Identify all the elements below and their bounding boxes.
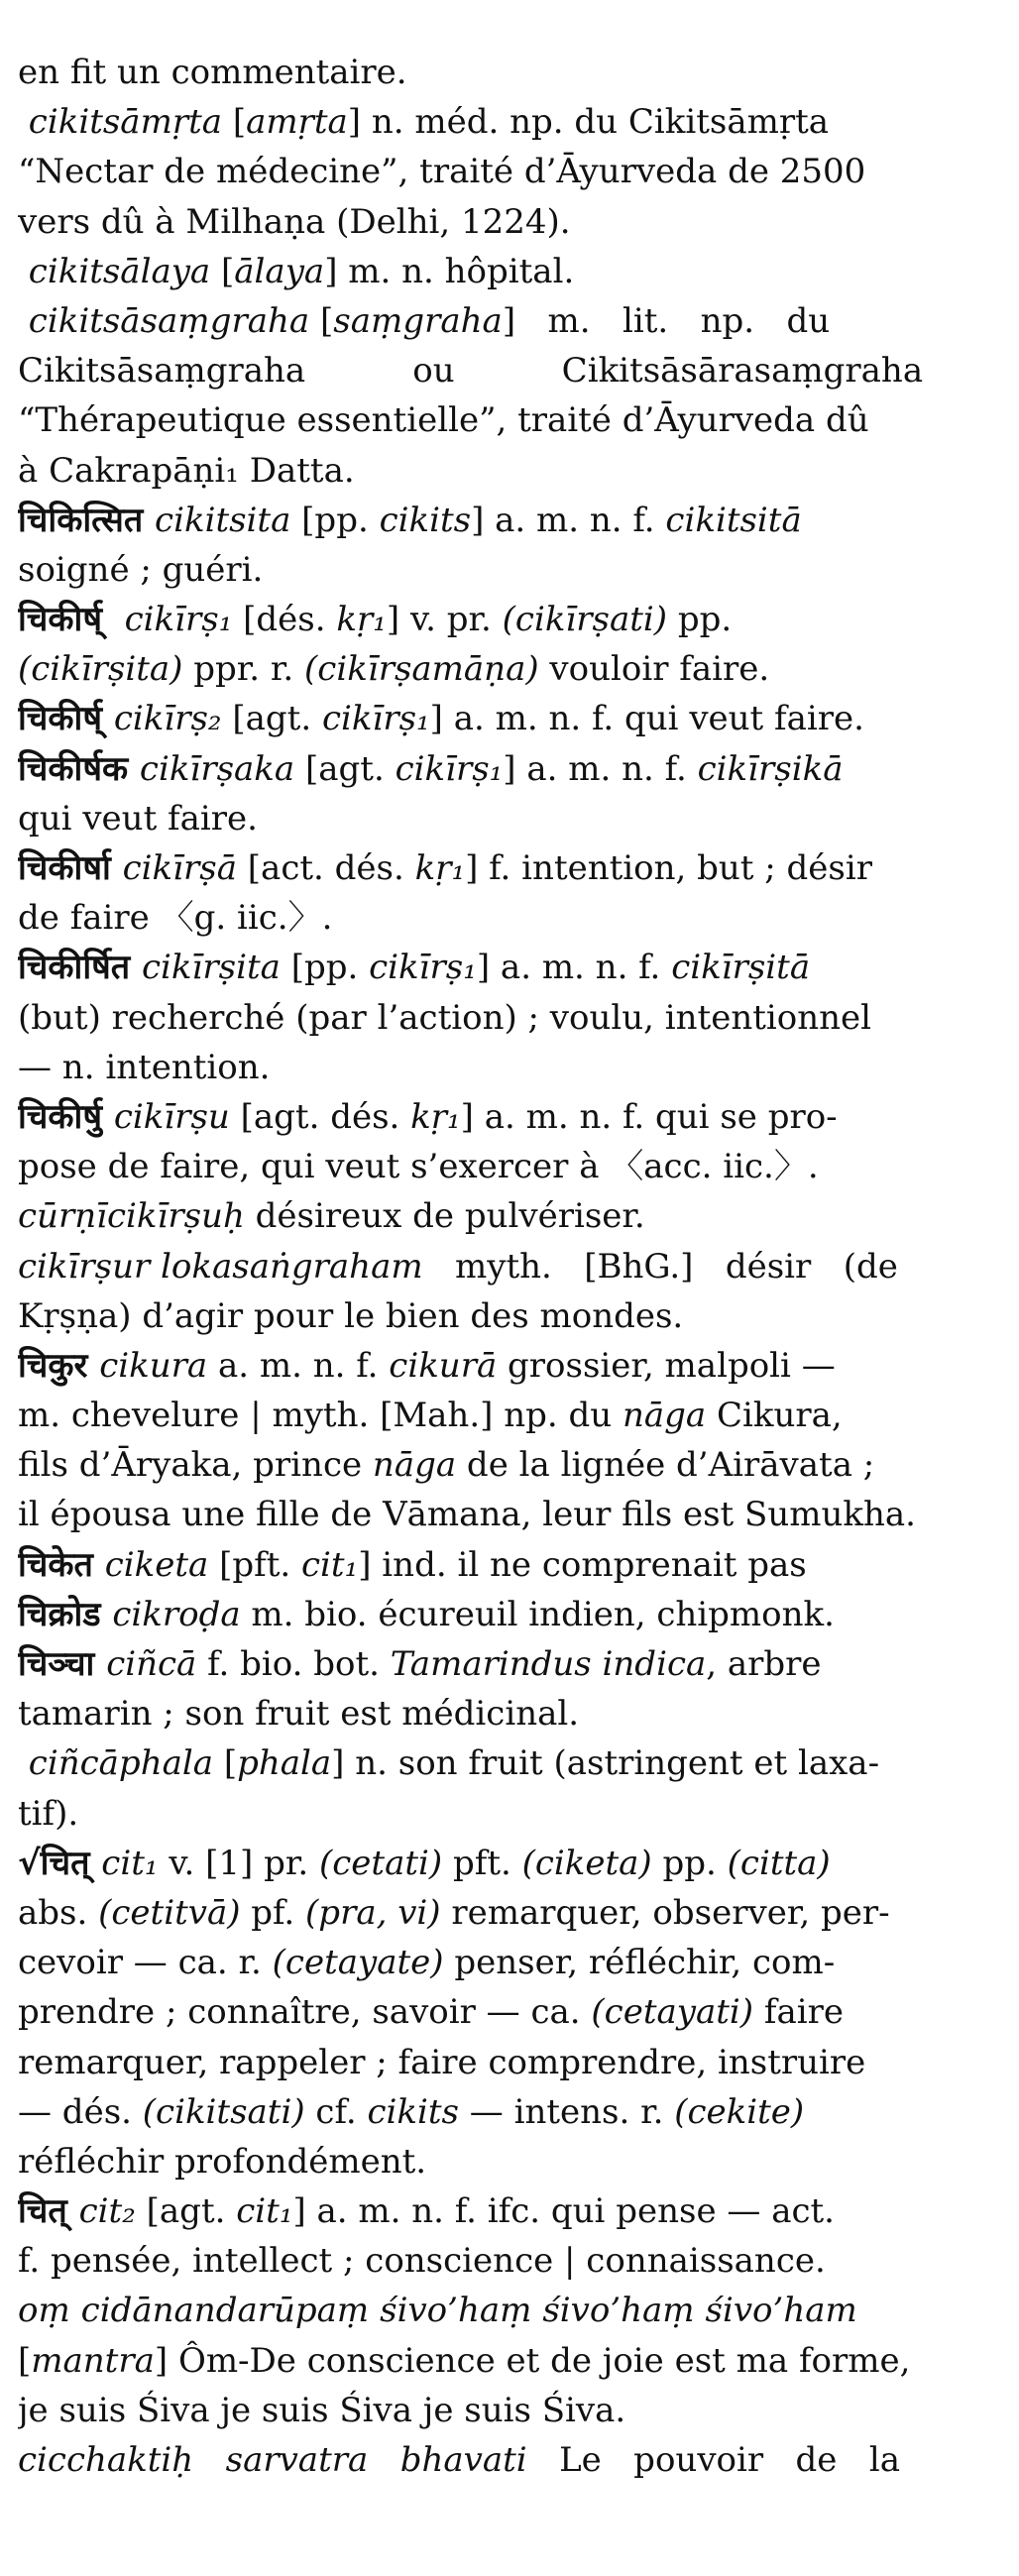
italic-text: amṛta xyxy=(246,102,348,143)
italic-text: cikīrṣā xyxy=(122,848,237,888)
text-segment: ] a. m. n. f. qui se pro- xyxy=(460,1096,838,1137)
italic-text: (ciketa) xyxy=(521,1843,652,1883)
text-line xyxy=(18,1839,928,1888)
italic-text: cikitsāmṛta xyxy=(18,102,233,143)
devanagari-headword: चिकीर्षा xyxy=(18,848,123,888)
text-line xyxy=(18,943,928,992)
text-segment: [pp. xyxy=(290,500,380,540)
text-line xyxy=(18,1938,928,1987)
italic-text: cikits xyxy=(367,2091,459,2132)
text-segment: pft. xyxy=(442,1843,522,1883)
text-segment: [dés. xyxy=(232,600,337,640)
devanagari-headword: चिकेत xyxy=(18,1544,105,1585)
text-line xyxy=(18,147,928,196)
text-line xyxy=(18,1540,928,1590)
text-line xyxy=(18,2435,928,2485)
devanagari-headword: चिक्रोड xyxy=(18,1594,113,1634)
text-line xyxy=(18,446,928,496)
italic-text: ciketa xyxy=(104,1544,209,1585)
text-segment: remarquer, observer, per- xyxy=(440,1892,890,1933)
italic-text: cicchaktiḥ sarvatra bhavati xyxy=(18,2440,527,2480)
italic-text: ciñcāphala xyxy=(18,1743,224,1784)
text-line xyxy=(18,197,928,247)
text-segment: penser, réfléchir, com- xyxy=(443,1943,836,1983)
text-line xyxy=(18,2137,928,2186)
text-segment: ] a. m. n. f. xyxy=(476,948,672,988)
text-segment: vers dû à Milhaṇa (Delhi, 1224). xyxy=(18,201,571,242)
italic-text: cit₁ xyxy=(236,2191,293,2232)
italic-text: cikīrṣ₂ xyxy=(113,699,222,739)
text-segment: f. pensée, intellect ; conscience | connaissance. xyxy=(18,2241,826,2282)
text-segment: Kṛṣṇa) d’agir pour le bien des mondes. xyxy=(18,1295,684,1336)
text-line xyxy=(18,1440,928,1490)
text-segment: [ xyxy=(223,1743,238,1784)
text-segment: remarquer, rappeler ; faire comprendre, instruire xyxy=(18,2042,866,2082)
italic-text: oṃ cidānandarūpaṃ śivo’haṃ śivo’haṃ śivo’ham xyxy=(18,2291,857,2331)
text-segment: tif). xyxy=(18,1793,79,1834)
text-segment: [pp. xyxy=(280,948,370,988)
devanagari-headword: चिकीर्षक xyxy=(18,748,140,789)
italic-text: ālaya xyxy=(234,251,325,291)
text-segment: réfléchir profondément. xyxy=(18,2141,427,2182)
text-segment: ] v. pr. xyxy=(386,600,503,640)
text-segment: Cikura, xyxy=(706,1396,843,1436)
devanagari-headword: चित् xyxy=(18,2191,79,2232)
italic-text: (cikīrṣita) xyxy=(18,649,183,690)
devanagari-headword: चिञ्चा xyxy=(18,1644,107,1684)
italic-text: cikīrṣaka xyxy=(139,748,295,789)
devanagari-headword: चिकीर्ष् xyxy=(18,600,114,640)
text-line xyxy=(18,1242,928,1291)
text-segment: tamarin ; son fruit est médicinal. xyxy=(18,1694,580,1735)
italic-text: ciñcā xyxy=(106,1644,197,1684)
text-segment: [agt. xyxy=(221,699,322,739)
italic-text: (cetati) xyxy=(318,1843,443,1883)
italic-text: cikīrṣ₁ xyxy=(369,948,477,988)
text-segment: de faire 〈g. iic.〉. xyxy=(18,898,333,939)
text-line xyxy=(18,993,928,1043)
text-line xyxy=(18,843,928,893)
italic-text: cikīrṣ₁ xyxy=(321,699,430,739)
italic-text: (cetayate) xyxy=(272,1943,444,1983)
italic-text: phala xyxy=(237,1743,332,1784)
text-line xyxy=(18,1391,928,1440)
italic-text: Tamarindus indica xyxy=(390,1644,707,1684)
text-line xyxy=(18,893,928,943)
text-segment: Cikitsāsaṃgraha ou Cikitsāsārasaṃgraha xyxy=(18,351,924,392)
text-segment: pp. xyxy=(667,600,733,640)
text-segment: abs. xyxy=(18,1892,99,1933)
text-segment: ] a. m. n. f. xyxy=(471,500,666,540)
text-line xyxy=(18,1987,928,2037)
devanagari-headword: चिकीर्षु xyxy=(18,1096,114,1137)
text-line xyxy=(18,1738,928,1788)
italic-text: (citta) xyxy=(727,1843,831,1883)
italic-text: cūrṇīcikīrṣuḥ xyxy=(18,1196,245,1237)
text-line xyxy=(18,644,928,694)
italic-text: kṛ₁ xyxy=(410,1096,461,1137)
italic-text: cikitsāsaṃgraha xyxy=(18,300,320,341)
text-segment: de la lignée d’Airāvata ; xyxy=(456,1445,875,1486)
italic-text: cikitsitā xyxy=(665,500,802,540)
italic-text: cikura xyxy=(99,1345,208,1386)
text-segment: [agt. dés. xyxy=(229,1096,411,1137)
italic-text: cikitsita xyxy=(155,500,291,540)
text-segment: ] n. méd. np. du Cikitsāmṛta xyxy=(347,102,830,143)
text-segment: il épousa une fille de Vāmana, leur fils est Sumukha. xyxy=(18,1495,916,1535)
text-line xyxy=(18,794,928,843)
text-segment: ] f. intention, but ; désir xyxy=(465,848,872,888)
text-segment: a. m. n. f. xyxy=(207,1345,390,1386)
text-segment: à Cakrapāṇi₁ Datta. xyxy=(18,450,355,491)
text-line xyxy=(18,2386,928,2435)
text-segment: [agt. xyxy=(294,748,396,789)
text-segment: désireux de pulvériser. xyxy=(244,1196,645,1237)
italic-text: cikīrṣ₁ xyxy=(113,600,233,640)
devanagari-headword: चिकित्सित xyxy=(18,500,156,540)
text-segment: [act. dés. xyxy=(236,848,415,888)
text-segment: ] m. lit. np. du xyxy=(502,300,831,341)
text-line xyxy=(18,545,928,595)
italic-text: mantra xyxy=(31,2340,155,2381)
text-line xyxy=(18,2087,928,2137)
text-segment: ] ind. il ne comprenait pas xyxy=(358,1544,807,1585)
text-line xyxy=(18,1142,928,1191)
text-segment: ] a. m. n. f. xyxy=(503,748,698,789)
text-line xyxy=(18,296,928,346)
italic-text: cikīrṣur lokasaṅgraham xyxy=(18,1246,423,1287)
italic-text: cikīrṣita xyxy=(142,948,281,988)
text-segment: pf. xyxy=(240,1892,306,1933)
italic-text: cikīrṣ₁ xyxy=(395,748,504,789)
text-line xyxy=(18,247,928,296)
text-segment: ] a. m. n. f. qui veut faire. xyxy=(429,699,864,739)
text-segment: prendre ; connaître, savoir — ca. xyxy=(18,1992,592,2033)
text-segment: ] n. son fruit (astringent et laxa- xyxy=(331,1743,880,1784)
text-segment: [pft. xyxy=(208,1544,302,1585)
text-line xyxy=(18,2286,928,2335)
text-segment: pose de faire, qui veut s’exercer à 〈acc. iic.〉. xyxy=(18,1147,819,1187)
italic-text: cikīrṣu xyxy=(113,1096,230,1137)
text-segment: m. bio. écureuil indien, chipmonk. xyxy=(240,1594,835,1634)
text-line xyxy=(18,48,928,97)
text-line xyxy=(18,2038,928,2087)
text-segment: [ xyxy=(221,251,235,291)
italic-text: cit₂ xyxy=(78,2191,136,2232)
text-line xyxy=(18,1092,928,1142)
text-segment: [ xyxy=(319,300,334,341)
text-segment: [agt. xyxy=(135,2191,237,2232)
text-segment: [ xyxy=(232,102,247,143)
text-segment: ] a. m. n. f. ifc. qui pense — act. xyxy=(292,2191,835,2232)
text-segment: en fit un commentaire. xyxy=(18,53,407,92)
italic-text: (cikitsati) xyxy=(142,2091,305,2132)
text-line xyxy=(18,1888,928,1938)
italic-text: cikīrṣikā xyxy=(697,748,844,789)
text-line xyxy=(18,2336,928,2386)
text-segment: soigné ; guéri. xyxy=(18,549,264,590)
devanagari-headword: √चित् xyxy=(18,1843,102,1883)
devanagari-headword: चिकीर्ष् xyxy=(18,699,114,739)
text-line xyxy=(18,744,928,794)
italic-text: (cikīrṣamāṇa) xyxy=(304,649,539,690)
text-segment: cf. xyxy=(304,2091,368,2132)
italic-text: (cetayati) xyxy=(591,1992,754,2033)
text-segment: myth. [BhG.] désir (de xyxy=(422,1246,898,1287)
text-segment: , arbre xyxy=(706,1644,822,1684)
italic-text: cikits xyxy=(379,500,472,540)
devanagari-headword: चिकुर xyxy=(18,1345,100,1386)
italic-text: kṛ₁ xyxy=(336,600,387,640)
text-line xyxy=(18,694,928,743)
italic-text: saṃgraha xyxy=(333,300,503,341)
text-segment: — intens. r. xyxy=(458,2091,675,2132)
text-line xyxy=(18,1789,928,1839)
dictionary-text xyxy=(18,48,928,2485)
text-segment: je suis Śiva je suis Śiva je suis Śiva. xyxy=(18,2390,626,2430)
text-segment: m. chevelure | myth. [Mah.] np. du xyxy=(18,1396,623,1436)
text-segment: “Thérapeutique essentielle”, traité d’Āyurveda dû xyxy=(18,400,869,441)
text-line xyxy=(18,1043,928,1092)
text-segment: “Nectar de médecine”, traité d’Āyurveda de 2500 xyxy=(18,152,866,192)
italic-text: (pra, vi) xyxy=(305,1892,441,1933)
italic-text: nāga xyxy=(372,1445,457,1486)
text-segment: — n. intention. xyxy=(18,1047,271,1087)
text-line xyxy=(18,1490,928,1539)
italic-text: cit₁ xyxy=(101,1843,159,1883)
italic-text: cit₁ xyxy=(301,1544,359,1585)
text-line xyxy=(18,395,928,445)
text-line xyxy=(18,1191,928,1241)
text-line xyxy=(18,97,928,147)
text-line xyxy=(18,2186,928,2236)
text-segment: vouloir faire. xyxy=(538,649,770,690)
text-segment: (but) recherché (par l’action) ; voulu, intentionnel xyxy=(18,997,872,1038)
text-line xyxy=(18,1590,928,1639)
text-line xyxy=(18,346,928,395)
text-segment: grossier, malpoli — xyxy=(497,1345,836,1386)
italic-text: (cekite) xyxy=(674,2091,805,2132)
text-line xyxy=(18,1689,928,1738)
devanagari-headword: चिकीर्षित xyxy=(18,948,142,988)
text-segment: ppr. r. xyxy=(182,649,305,690)
text-line xyxy=(18,595,928,644)
italic-text: cikitsālaya xyxy=(18,251,222,291)
text-line xyxy=(18,1341,928,1391)
italic-text: (cikīrṣati) xyxy=(502,600,668,640)
text-line xyxy=(18,1291,928,1341)
text-line xyxy=(18,1639,928,1689)
text-segment: f. bio. bot. xyxy=(196,1644,391,1684)
text-segment: ] m. n. hôpital. xyxy=(324,251,575,291)
text-segment: faire xyxy=(753,1992,844,2033)
italic-text: cikīrṣitā xyxy=(671,948,811,988)
italic-text: nāga xyxy=(622,1396,707,1436)
italic-text: cikroḍa xyxy=(112,1594,241,1634)
italic-text: kṛ₁ xyxy=(414,848,466,888)
text-segment: ] Ôm-De conscience et de joie est ma forme, xyxy=(154,2340,911,2381)
italic-text: cikurā xyxy=(389,1345,498,1386)
text-segment: [ xyxy=(18,2340,32,2381)
text-segment: Le pouvoir de la xyxy=(526,2440,900,2480)
text-segment: — dés. xyxy=(18,2091,143,2132)
italic-text: (cetitvā) xyxy=(98,1892,241,1933)
text-segment: cevoir — ca. r. xyxy=(18,1943,273,1983)
text-segment: qui veut faire. xyxy=(18,798,258,839)
text-segment: pp. xyxy=(651,1843,728,1883)
text-segment: v. [1] pr. xyxy=(158,1843,319,1883)
text-line xyxy=(18,496,928,545)
text-segment: fils d’Āryaka, prince xyxy=(18,1445,373,1486)
text-line xyxy=(18,2236,928,2286)
